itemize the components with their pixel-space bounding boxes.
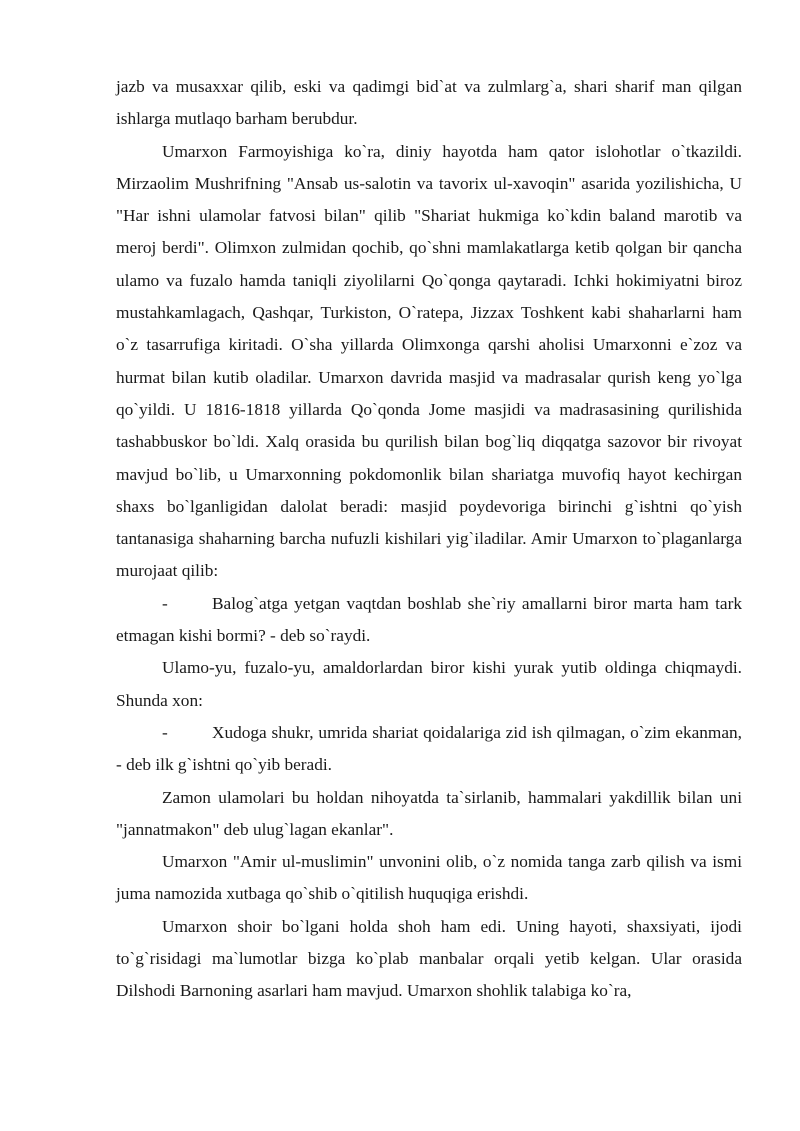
dialogue-line-1 [116,588,742,653]
dialogue-line-2 [116,717,742,782]
paragraph-6: Zamon ulamolari bu holdan nihoyatda ta`sirlanib, hammalari yakdillik bilan uni "jannatmakon" deb ulug`lagan ekanlar". [116,787,742,839]
paragraph-7: Umarxon "Amir ul-muslimin" unvonini olib, o`z nomida tanga zarb qilish va ismi juma namozida xutbaga qo`shib o`qitilish huquqiga erishdi. [116,852,742,904]
dash-marker: - [162,593,168,613]
paragraph-8: Umarxon shoir bo`lgani holda shoh ham edi. Uning hayoti, shaxsiyati, ijodi to`g`risidagi ma`lumotlar bizga ko`plab manbalar orqali yetib kelgan. Ular orasida Dilshodi Barnoning asarlari ham mavjud. Umarxon shohlik talabiga ko`ra, [116,916,742,1001]
paragraph-4: Ulamo-yu, fuzalo-yu, amaldorlardan biror kishi yurak yutib oldinga chiqmaydi. Shunda xon: [116,658,742,710]
document-page [116,71,742,1008]
paragraph-1: jazb va musaxxar qilib, eski va qadimgi bid`at va zulmlarg`a, shari sharif man qilgan ishlarga mutlaqo barham berubdur. [116,77,742,129]
dialogue-text-2: Xudoga shukr, umrida shariat qoidalariga zid ish qilmagan, o`zim ekanman, - deb ilk g`ishtni qo`yib beradi. [116,722,742,775]
dash-marker: - [162,722,168,742]
dialogue-text-1: Balog`atga yetgan vaqtdan boshlab she`riy amallarni biror marta ham tark etmagan kishi bormi? - deb so`raydi. [116,593,742,646]
paragraph-2: Umarxon Farmoyishiga ko`ra, diniy hayotda ham qator islohotlar o`tkazildi. Mirzaolim Mushrifning "Ansab us-salotin va tavorix ul-xavoqin" asarida yozilishicha, U "Har ishni ulamolar fatvosi bilan" qilib "Shariat hukmiga ko`kdin baland marotib va meroj berdi". Olimxon zulmidan qochib, qo`shni mamlakatlarga ketib qolgan bir qancha ulamo va fuzalo hamda taniqli ziyolilarni Qo`qonga qaytaradi. Ichki hokimiyatni biroz mustahkamlagach, Qashqar, Turkiston, O`ratepa, Jizzax Toshkent kabi shaharlarni ham o`z tasarrufiga kiritadi. O`sha yillarda Olimxonga qarshi aholisi Umarxonni e`zoz va hurmat bilan kutib oladilar. Umarxon davrida masjid va madrasalar qurish keng yo`lga qo`yildi. U 1816-1818 yillarda Qo`qonda Jome masjidi va madrasasining qurilishida tashabbuskor bo`ldi. Xalq orasida bu qurilish bilan bog`liq diqqatga sazovor bir rivoyat mavjud bo`lib, u Umarxonning pokdomonlik bilan shariatga muvofiq hayot kechirgan shaxs bo`lganligidan dalolat beradi: masjid poydevoriga birinchi g`ishtni qo`yish tantanasiga shaharning barcha nufuzli kishilari yig`iladilar. Amir Umarxon to`plaganlarga murojaat qilib: [116,141,742,581]
